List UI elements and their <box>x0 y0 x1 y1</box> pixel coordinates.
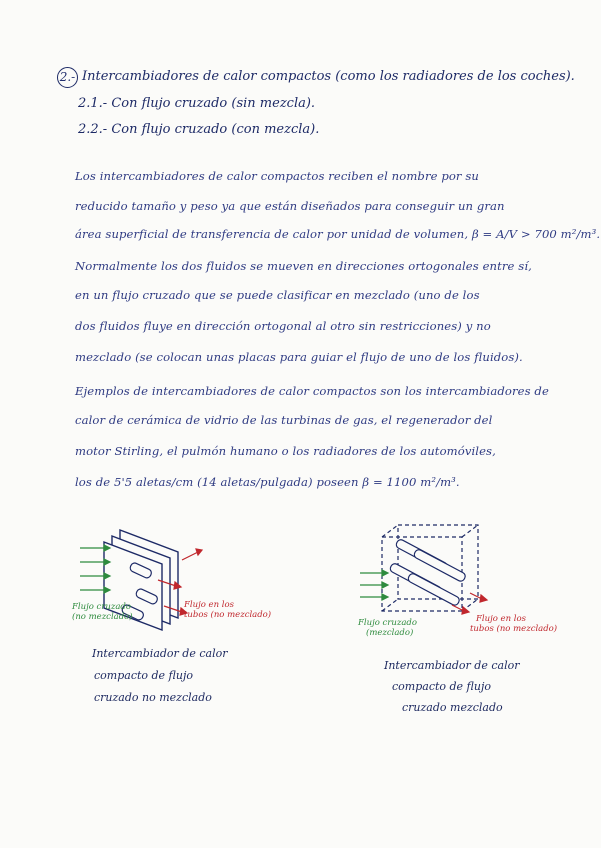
left-red-label-line2: tubos (no mezclado) <box>184 610 272 620</box>
paragraph-2-line: motor Stirling, el pulmón humano o los radiadores de los automóviles, <box>75 444 496 458</box>
paragraph-2-line: calor de cerámica de vidrio de las turbinas de gas, el regenerador del <box>75 413 493 427</box>
left-caption-line2: compacto de flujo <box>94 669 194 682</box>
paragraph-2-line: los de 5'5 aletas/cm (14 aletas/pulgada) poseen β = 1100 m²/m³. <box>75 475 460 489</box>
right-red-label <box>470 614 557 634</box>
subsection-1: 2.1.- Con flujo cruzado (sin mezcla). <box>78 96 316 111</box>
left-caption-line3: cruzado no mezclado <box>94 691 212 704</box>
paragraph-1-line: Normalmente los dos fluidos se mueven en direcciones ortogonales entre sí, <box>75 259 532 273</box>
paragraph-1-line: en un flujo cruzado que se puede clasificar en mezclado (uno de los <box>75 288 480 302</box>
left-red-label <box>184 600 271 620</box>
paragraph-1-line: mezclado (se colocan unas placas para guiar el flujo de uno de los fluidos). <box>75 350 523 364</box>
left-green-label-line1: Flujo cruzado <box>72 602 131 612</box>
right-figure-caption <box>384 655 519 718</box>
right-green-label-line1: Flujo cruzado <box>358 618 417 628</box>
right-red-label-line2: tubos (no mezclado) <box>470 624 558 634</box>
left-red-label-line1: Flujo en los <box>184 600 234 610</box>
section-number: 2.- <box>57 67 78 88</box>
subsection-2: 2.2.- Con flujo cruzado (con mezcla). <box>78 122 320 137</box>
right-caption-line2: compacto de flujo <box>392 680 492 693</box>
right-caption-line1: Intercambiador de calor <box>384 659 520 672</box>
left-green-label-line2: (no mezclado) <box>72 612 133 622</box>
paragraph-2-line: Ejemplos de intercambiadores de calor compactos son los intercambiadores de <box>75 384 549 398</box>
paragraph-1-line: área superficial de transferencia de calor por unidad de volumen, β = A/V > 700 m²/m³. <box>75 227 601 241</box>
paragraph-1-line: Los intercambiadores de calor compactos reciben el nombre por su <box>75 169 479 183</box>
right-red-label-line1: Flujo en los <box>476 614 526 624</box>
left-figure-caption <box>92 643 227 709</box>
right-green-label <box>358 618 417 638</box>
left-caption-line1: Intercambiador de calor <box>92 647 228 660</box>
left-green-label <box>72 602 133 622</box>
paragraph-1-line: dos fluidos fluye en dirección ortogonal al otro sin restricciones) y no <box>75 319 491 333</box>
right-caption-line3: cruzado mezclado <box>402 701 503 714</box>
paragraph-1-line: reducido tamaño y peso ya que están diseñados para conseguir un gran <box>75 199 505 213</box>
section-title: Intercambiadores de calor compactos (como los radiadores de los coches). <box>82 69 575 84</box>
right-green-label-line2: (mezclado) <box>366 628 414 638</box>
